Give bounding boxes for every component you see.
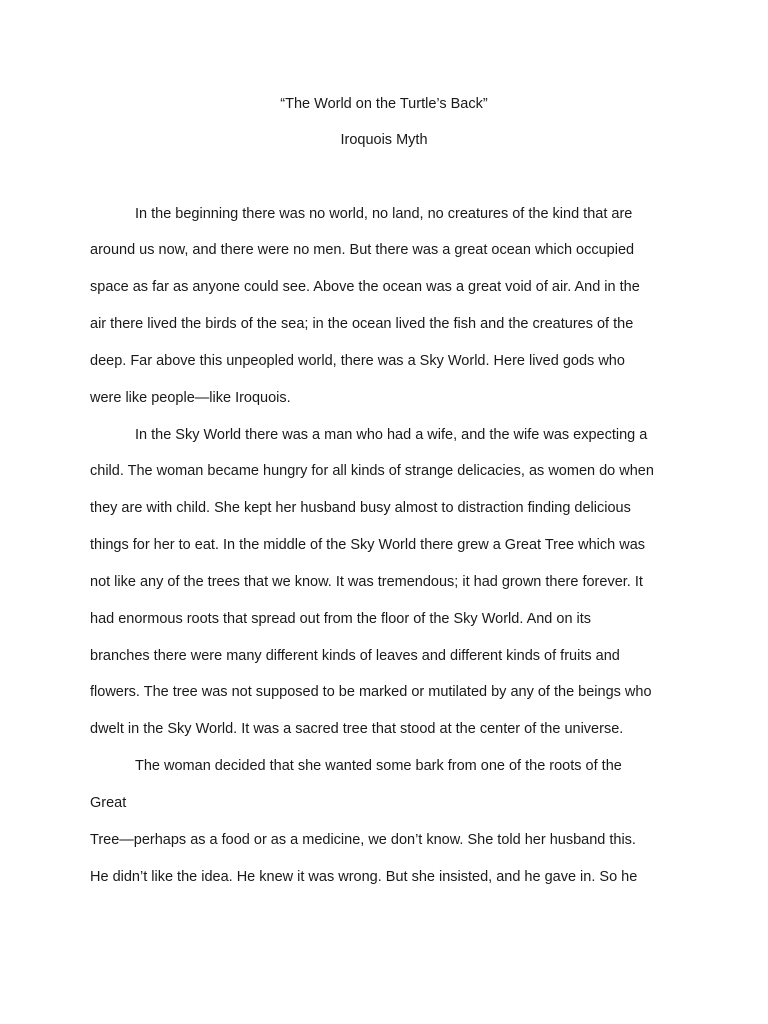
document-title: “The World on the Turtle’s Back”: [280, 96, 488, 112]
text-line: not like any of the trees that we know. It was tremendous; it had grown there forever. It: [90, 574, 643, 590]
text-line: things for her to eat. In the middle of the Sky World there grew a Great Tree which was: [90, 537, 646, 553]
text-line: He didn’t like the idea. He knew it was wrong. But she insisted, and he gave in. So he: [90, 869, 638, 885]
text-line: deep. Far above this unpeopled world, there was a Sky World. Here lived gods who: [90, 353, 625, 369]
text-line: had enormous roots that spread out from the floor of the Sky World. And on its: [90, 611, 592, 627]
text-line: The woman decided that she wanted some bark from one of the roots of the: [135, 758, 622, 774]
text-line: around us now, and there were no men. But there was a great ocean which occupied: [90, 242, 635, 258]
text-line: Tree—perhaps as a food or as a medicine, we don’t know. She told her husband this.: [90, 832, 636, 848]
text-line: air there lived the birds of the sea; in the ocean lived the fish and the creatures of the: [90, 316, 634, 332]
text-line: In the beginning there was no world, no land, no creatures of the kind that are: [135, 206, 633, 222]
document-subtitle: Iroquois Myth: [340, 132, 428, 148]
text-line: flowers. The tree was not supposed to be marked or mutilated by any of the beings who: [90, 684, 652, 700]
text-line: were like people—like Iroquois.: [90, 390, 291, 406]
text-line: space as far as anyone could see. Above the ocean was a great void of air. And in the: [90, 279, 640, 295]
text-line: they are with child. She kept her husband busy almost to distraction finding delicious: [90, 500, 631, 516]
text-line: branches there were many different kinds of leaves and different kinds of fruits and: [90, 648, 620, 664]
text-line: Great: [90, 795, 127, 811]
text-line: child. The woman became hungry for all kinds of strange delicacies, as women do when: [90, 463, 654, 479]
text-line: dwelt in the Sky World. It was a sacred tree that stood at the center of the universe.: [90, 721, 624, 737]
text-line: In the Sky World there was a man who had a wife, and the wife was expecting a: [135, 427, 648, 443]
